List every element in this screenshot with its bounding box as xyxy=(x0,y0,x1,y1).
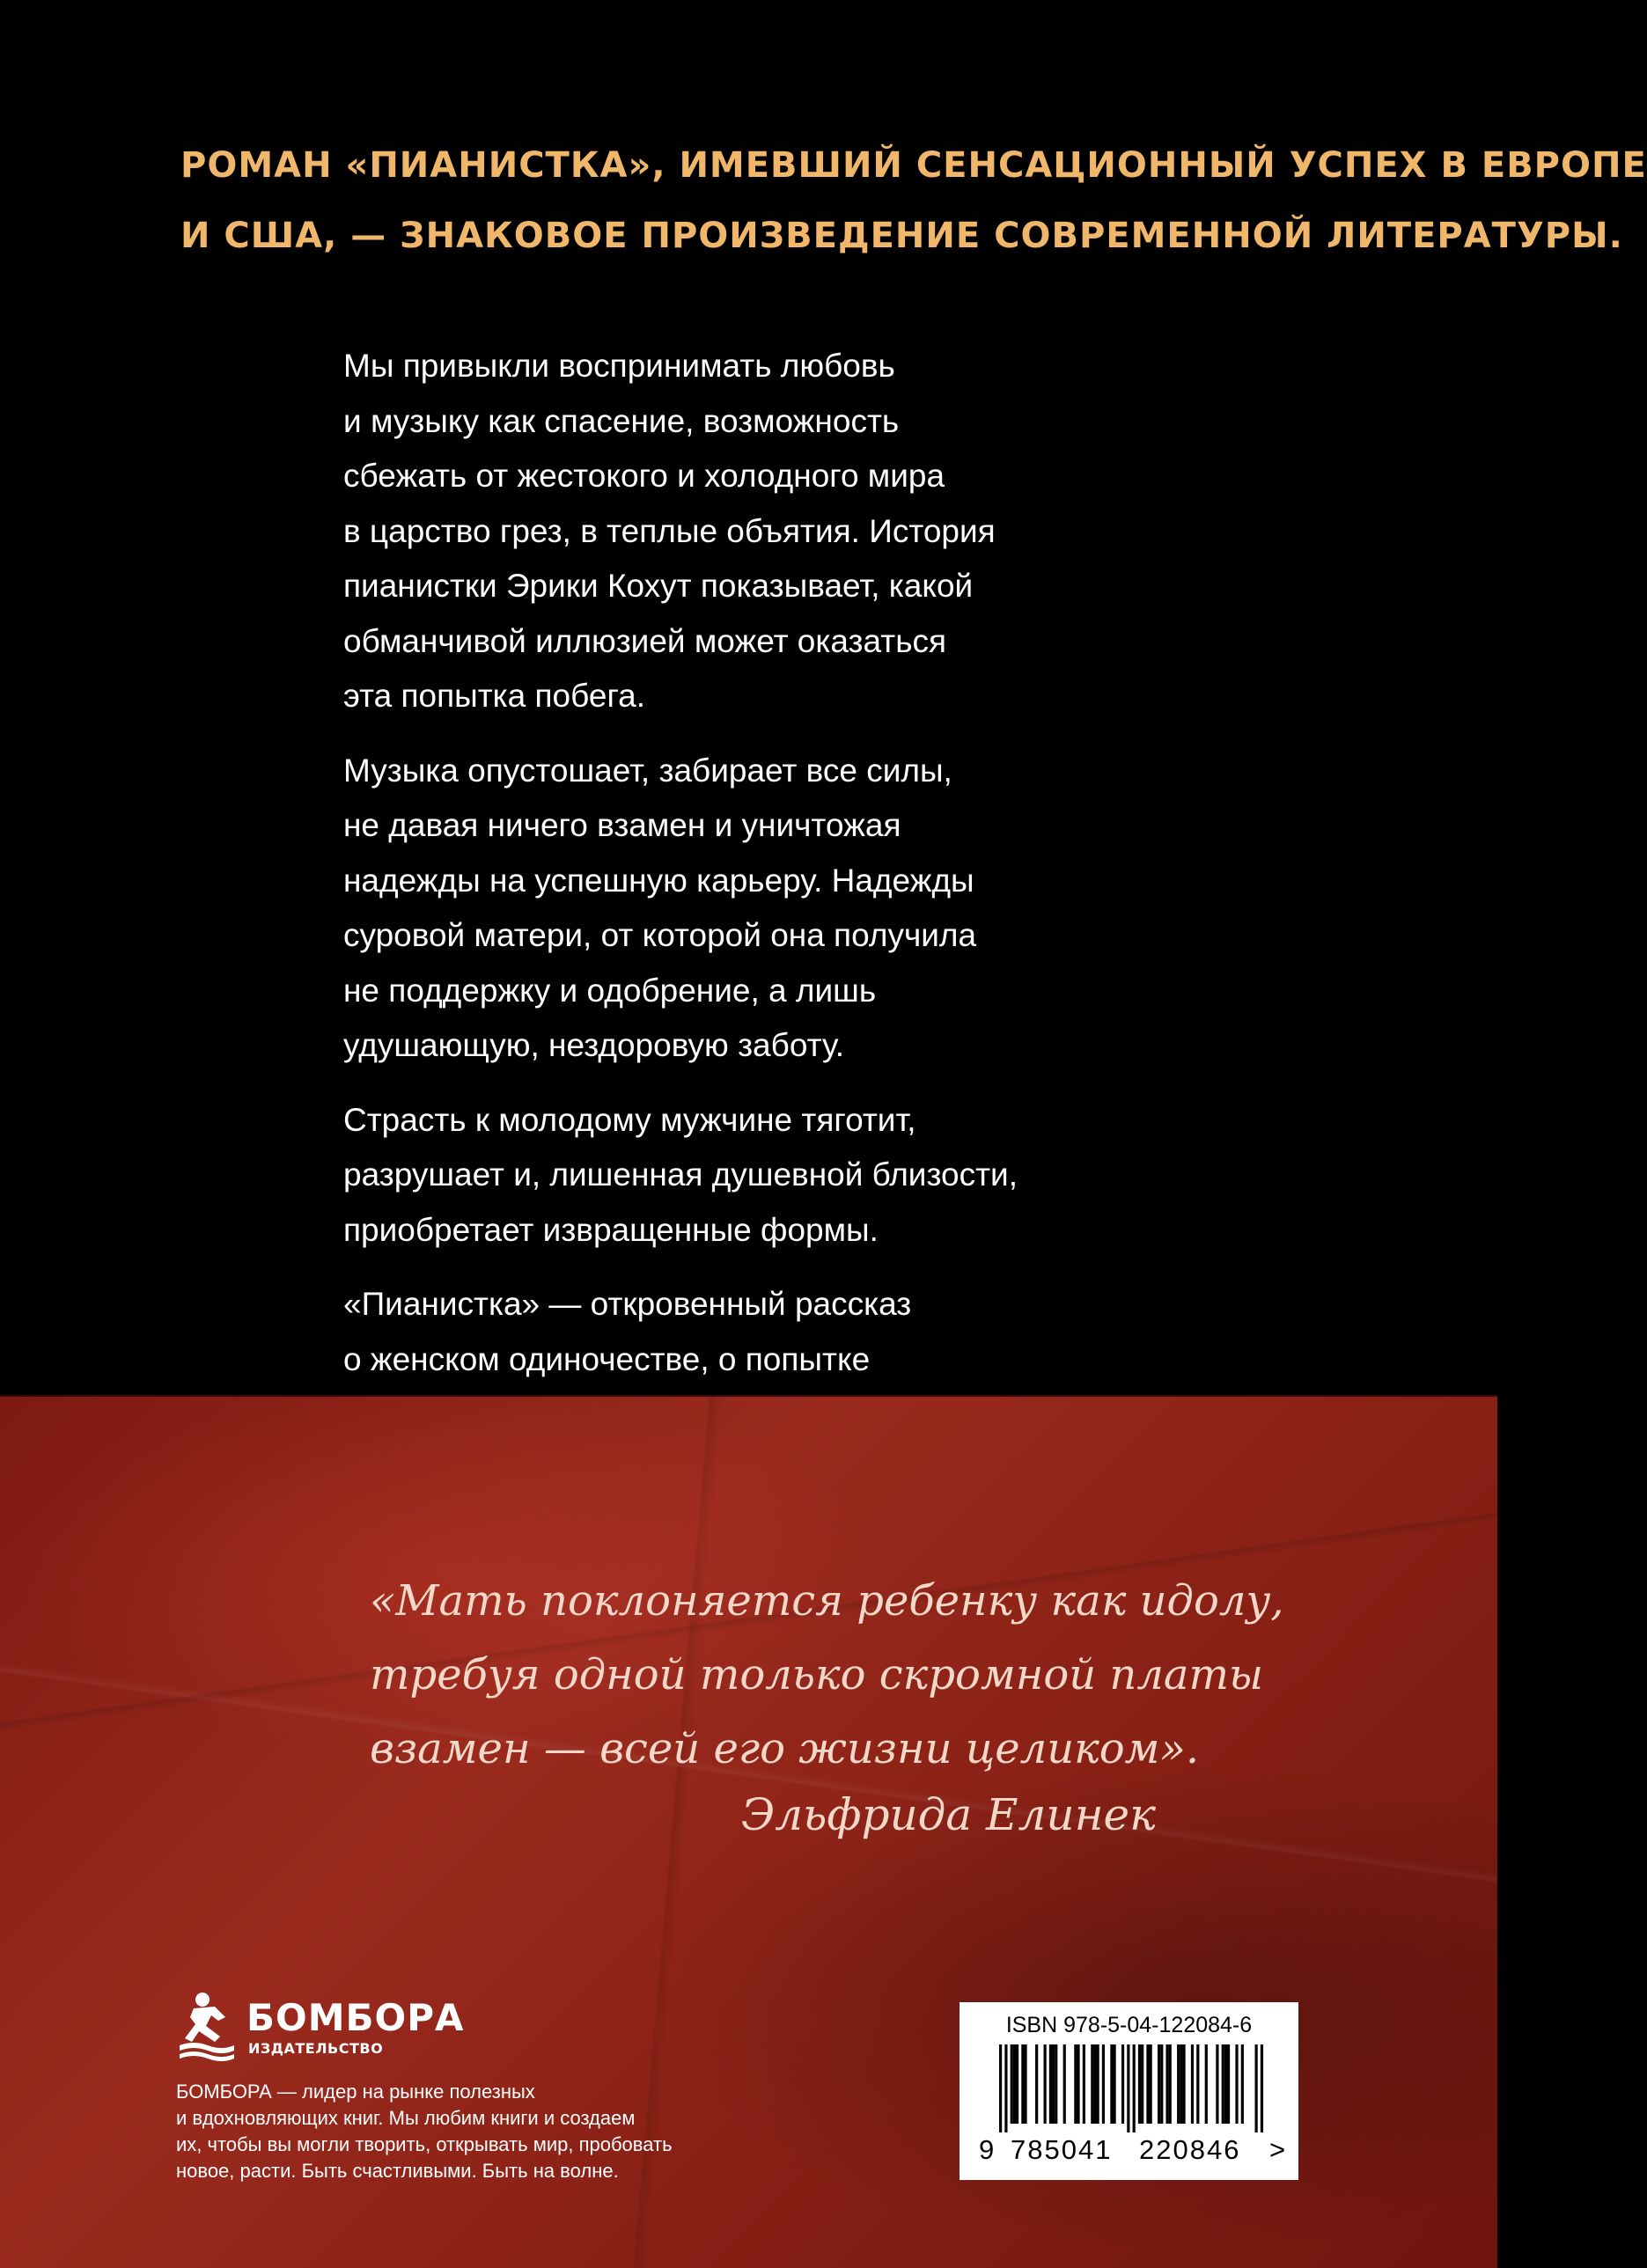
bombora-runner-logo-icon xyxy=(176,1991,238,2061)
barcode-digits-right: 220846 xyxy=(1139,2134,1241,2165)
headline xyxy=(180,130,1647,271)
text-line: о женском одиночестве, о попытке xyxy=(343,1340,871,1377)
text-line: удушающую, нездоровую заботу. xyxy=(343,1027,845,1063)
barcode-digits-left: 785041 xyxy=(1011,2134,1113,2165)
barcode-bar xyxy=(1110,2044,1113,2124)
barcode-bar xyxy=(1021,2044,1024,2124)
text-line: и музыку как спасение, возможность xyxy=(343,402,900,439)
barcode-bar xyxy=(1091,2044,1093,2124)
barcode-bar xyxy=(1011,2044,1013,2124)
text-line: «Пианистка» — откровенный рассказ xyxy=(343,1286,912,1322)
text-line: пианистки Эрики Кохут показывает, какой xyxy=(343,568,974,604)
publisher-logo xyxy=(176,1991,465,2070)
barcode-bar xyxy=(1083,2044,1085,2124)
barcode-bar xyxy=(1127,2044,1129,2132)
barcode-bar xyxy=(1024,2044,1026,2124)
headline-line: РОМАН «ПИАНИСТКА», ИМЕВШИЙ СЕНСАЦИОННЫЙ УСПЕХ В ЕВРОПЕ xyxy=(180,145,1647,186)
quote-line: взамен — всей его жизни целиком». xyxy=(370,1724,1200,1773)
text-line: Музыка опустошает, забирает все силы, xyxy=(343,752,952,789)
annotation-paragraph xyxy=(343,1093,1136,1259)
barcode-bar xyxy=(1224,2044,1227,2124)
barcode-digits xyxy=(960,2134,1298,2169)
barcode-bar xyxy=(1180,2044,1182,2124)
text-line: эта попытка побега. xyxy=(343,678,646,714)
barcode-bar xyxy=(1077,2044,1079,2124)
barcode-bar xyxy=(1138,2044,1141,2124)
text-line: не давая ничего взамен и уничтожая xyxy=(343,807,901,843)
quote-author: Эльфрида Елинек xyxy=(741,1789,1156,1840)
barcode-bar xyxy=(1013,2044,1016,2124)
barcode-bar xyxy=(1255,2044,1258,2132)
text-line: сбежать от жестокого и холодного мира xyxy=(343,458,945,494)
barcode-bar xyxy=(1102,2044,1105,2124)
quote-line: требуя одной только скромной платы xyxy=(370,1650,1264,1699)
text-line: разрушает и, лишенная душевной близости, xyxy=(343,1156,1018,1193)
barcode-bar xyxy=(1049,2044,1052,2124)
barcode-bar xyxy=(1196,2044,1199,2124)
barcode-bar xyxy=(1165,2044,1168,2124)
epigraph-quote xyxy=(370,1564,1284,1786)
text-line: суровой матери, от которой она получила xyxy=(343,917,977,953)
barcode-marker: > xyxy=(1269,2134,1286,2165)
publisher-name: БОМБОРА xyxy=(246,1996,465,2039)
headline-line: И США, — ЗНАКОВОЕ ПРОИЗВЕДЕНИЕ СОВРЕМЕННОЙ ЛИТЕРАТУРЫ. xyxy=(180,216,1623,256)
barcode-bar xyxy=(1093,2044,1096,2124)
barcode-bar xyxy=(1205,2044,1208,2124)
barcode-bar xyxy=(1035,2044,1038,2124)
barcode-bar xyxy=(1146,2044,1149,2124)
barcode-bar xyxy=(1133,2044,1136,2132)
annotation-text xyxy=(343,339,1136,1406)
barcode-bar xyxy=(1097,2044,1099,2124)
description-line: и вдохновляющих книг. Мы любим книги и создаем xyxy=(176,2107,636,2129)
barcode-digit-first: 9 xyxy=(979,2134,995,2165)
barcode-bar xyxy=(1169,2044,1172,2124)
barcode-bar xyxy=(1235,2044,1238,2124)
text-line: приобретает извращенные формы. xyxy=(343,1211,879,1248)
barcode-bar xyxy=(1158,2044,1160,2124)
annotation-paragraph xyxy=(343,339,1136,724)
text-line: обманчивой иллюзией может оказаться xyxy=(343,622,947,659)
barcode-bar xyxy=(1063,2044,1066,2124)
barcode-bar xyxy=(1191,2044,1194,2124)
barcode-bar xyxy=(1182,2044,1185,2124)
text-line: в царство грез, в теплые объятия. История xyxy=(343,512,996,549)
barcode-bars xyxy=(999,2044,1263,2132)
barcode-bar xyxy=(1227,2044,1230,2124)
barcode-bar xyxy=(1004,2044,1007,2132)
barcode-bar xyxy=(1074,2044,1077,2124)
barcode-bar xyxy=(1044,2044,1047,2124)
red-paper-panel xyxy=(0,1395,1497,2268)
barcode-bar xyxy=(1055,2044,1057,2124)
description-line: БОМБОРА — лидер на рынке полезных xyxy=(176,2081,535,2103)
barcode-bar xyxy=(1113,2044,1115,2124)
isbn-label: ISBN 978-5-04-122084-6 xyxy=(1005,2013,1253,2037)
barcode-bar xyxy=(999,2044,1002,2132)
barcode-bar xyxy=(1052,2044,1055,2124)
publisher-subtitle: ИЗДАТЕЛЬСТВО xyxy=(248,2040,384,2057)
annotation-paragraph xyxy=(343,1277,1136,1387)
barcode-bar xyxy=(1177,2044,1180,2124)
description-line: новое, расти. Быть счастливыми. Быть на волне. xyxy=(176,2160,619,2182)
quote-line: «Мать поклоняется ребенку как идолу, xyxy=(370,1576,1284,1626)
isbn-barcode xyxy=(960,2002,1298,2180)
annotation-paragraph xyxy=(343,744,1136,1074)
barcode-bar xyxy=(1241,2044,1244,2124)
text-line: Мы привыкли воспринимать любовь xyxy=(343,348,895,384)
barcode-bar xyxy=(1141,2044,1143,2124)
text-line: Страсть к молодому мужчине тяготит, xyxy=(343,1101,916,1138)
barcode-bar xyxy=(1150,2044,1152,2124)
barcode-bar xyxy=(1261,2044,1263,2132)
text-line: надежды на успешную карьеру. Надежды xyxy=(343,862,974,899)
barcode-bar xyxy=(1016,2044,1018,2124)
description-line: их, чтобы вы могли творить, открывать мир, пробовать xyxy=(176,2133,673,2155)
barcode-bar xyxy=(1222,2044,1224,2124)
publisher-description xyxy=(176,2079,792,2184)
barcode-bar xyxy=(1121,2044,1124,2124)
barcode-bar xyxy=(1216,2044,1218,2124)
barcode-bar xyxy=(1160,2044,1163,2124)
text-line: не поддержку и одобрение, а лишь xyxy=(343,972,877,1009)
